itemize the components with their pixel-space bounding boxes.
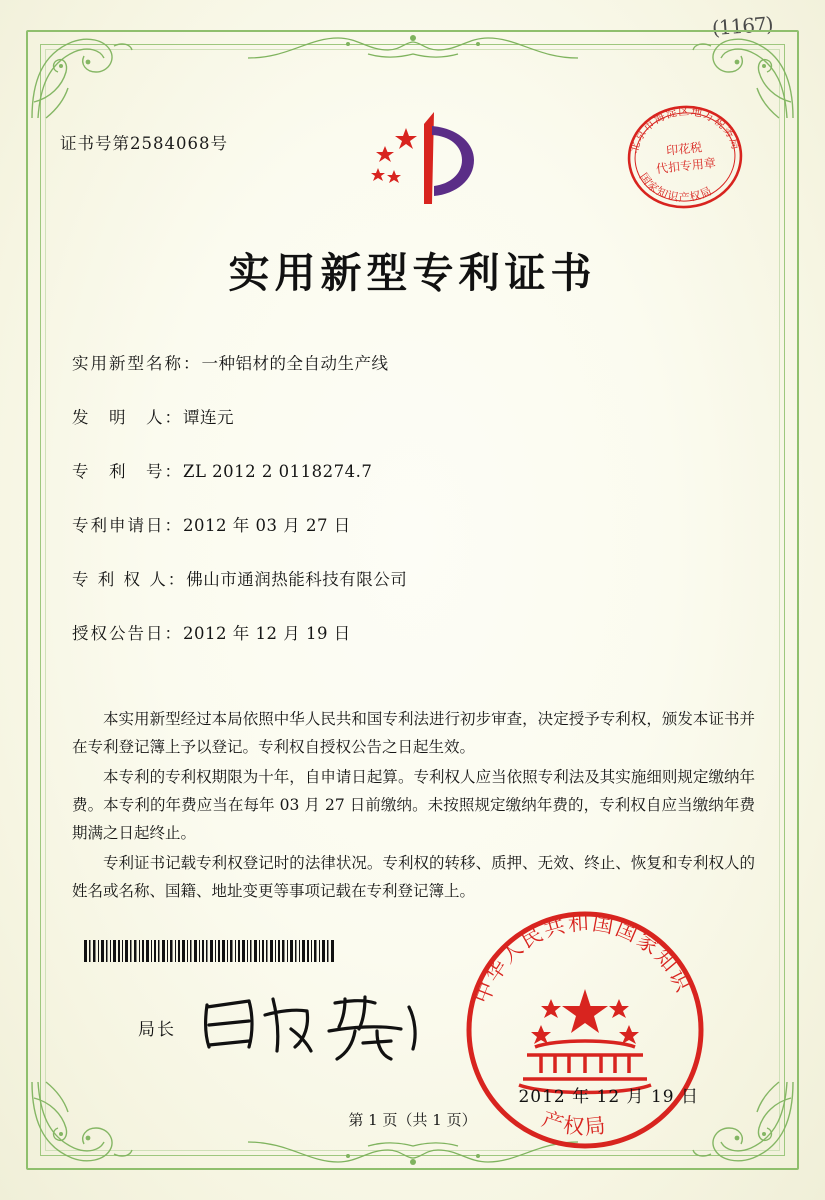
field-label-grant-date: 授权公告日： xyxy=(72,624,183,643)
director-label: 局长 xyxy=(138,1020,176,1040)
field-value-name: 一种铝材的全自动生产线 xyxy=(201,354,389,373)
tax-stamp-seal xyxy=(615,98,755,216)
field-label-name: 实用新型名称： xyxy=(72,354,202,373)
field-value-patent-number: ZL 2012 2 0118274.7 xyxy=(183,462,373,481)
svg-text:代扣专用章: 代扣专用章 xyxy=(655,155,717,177)
certificate-number: 证书号第2584068号 xyxy=(60,134,228,153)
field-value-application-date: 2012 年 03 月 27 日 xyxy=(183,516,351,535)
page-number: 第 1 页（共 1 页） xyxy=(348,1111,477,1129)
field-row-inventor xyxy=(72,404,765,428)
field-label-inventor: 发 明 人： xyxy=(72,408,183,427)
svg-text:产权局: 产权局 xyxy=(538,1106,609,1140)
field-row-patent-number xyxy=(72,458,765,482)
svg-text:国家知识产权局: 国家知识产权局 xyxy=(636,170,715,205)
seal-date: 2012 年 12 月 19 日 xyxy=(518,1087,699,1107)
field-label-application-date: 专利申请日： xyxy=(72,516,183,535)
field-row-patentee xyxy=(72,566,765,590)
svg-text:北京市海淀区地方税务局: 北京市海淀区地方税务局 xyxy=(627,104,743,155)
page-title: 实用新型专利证书 xyxy=(228,249,597,297)
field-list xyxy=(72,350,765,674)
field-value-patentee: 佛山市通润热能科技有限公司 xyxy=(186,570,408,589)
svg-text:印花税: 印花税 xyxy=(665,140,703,158)
sipo-logo-icon xyxy=(328,108,498,208)
director-signature xyxy=(195,985,445,1065)
field-row-name xyxy=(72,350,765,374)
field-label-patentee: 专 利 权 人： xyxy=(72,570,187,589)
field-value-grant-date: 2012 年 12 月 19 日 xyxy=(183,624,351,643)
legal-paragraph-3: 专利证书记载专利权登记时的法律状况。专利权的转移、质押、无效、终止、恢复和专利权人的姓名或名称、国籍、地址变更等事项记载在专利登记簿上。 xyxy=(72,854,755,900)
legal-paragraph-1: 本实用新型经过本局依照中华人民共和国专利法进行初步审查，决定授予专利权，颁发本证书并在专利登记簿上予以登记。专利权自授权公告之日起生效。 xyxy=(72,710,755,756)
field-row-application-date xyxy=(72,512,765,536)
legal-text-block xyxy=(72,705,755,907)
handwritten-corner-mark: (1167) xyxy=(711,11,774,41)
field-row-grant-date xyxy=(72,620,765,644)
svg-text:中华人民共和国国家知识: 中华人民共和国国家知识 xyxy=(469,910,697,1007)
barcode xyxy=(84,940,334,962)
legal-paragraph-2: 本专利的专利权期限为十年，自申请日起算。专利权人应当依照专利法及其实施细则规定缴纳年费。本专利的年费应当在每年 03 月 27 日前缴纳。未按照规定缴纳年费的，专利权自应当缴纳年费期满之日起终止。 xyxy=(72,768,755,842)
field-label-patent-number: 专 利 号： xyxy=(72,462,183,481)
field-value-inventor: 谭连元 xyxy=(183,408,234,427)
certificate-content xyxy=(60,60,765,1140)
